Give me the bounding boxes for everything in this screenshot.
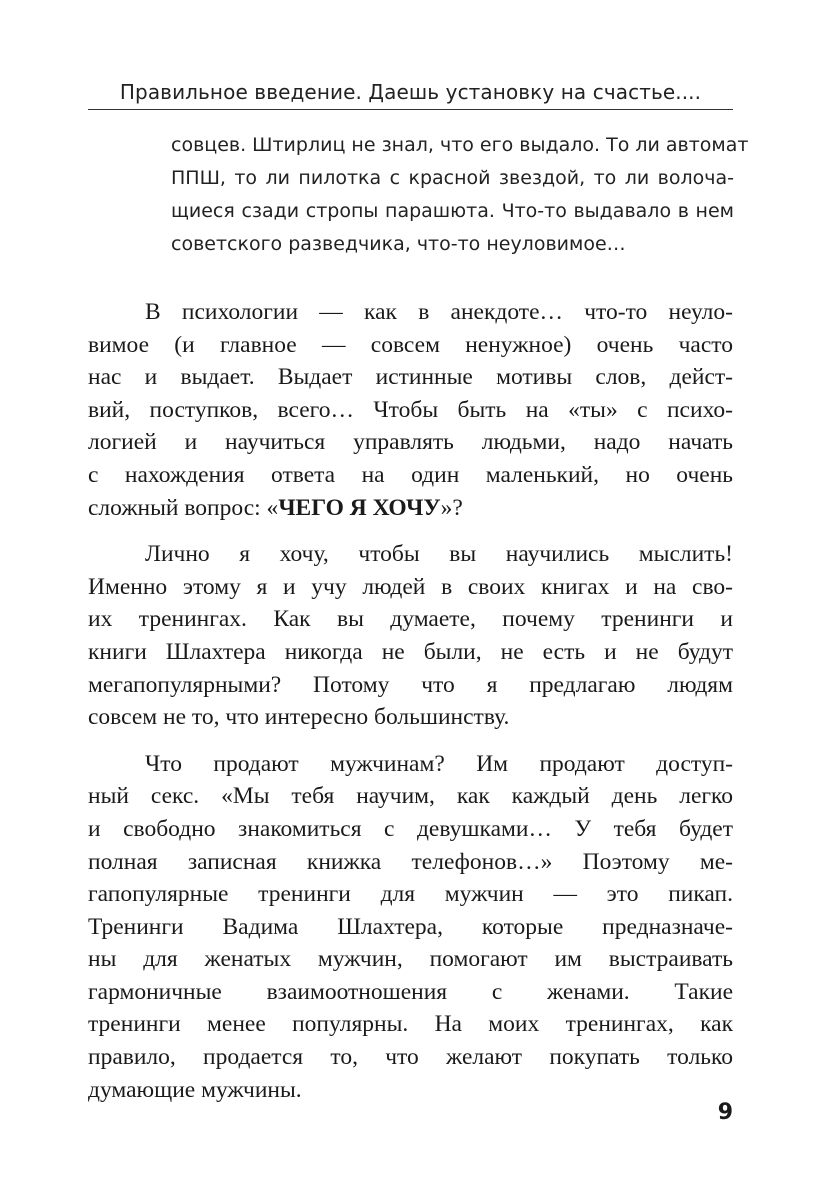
text-fragment: сложный вопрос: « — [88, 494, 279, 521]
text-line: ный секс. «Мы тебя научим, как каждый день легко — [88, 783, 733, 810]
text-line: полная записная книжка телефонов…» Поэтому ме- — [88, 848, 733, 875]
text-line: тренинги менее популярны. На моих тренингах, как — [88, 1011, 733, 1038]
text-line: правило, продается то, что желают покупать только — [88, 1044, 733, 1071]
header-rule — [88, 109, 733, 110]
epigraph-line: советского разведчика, что-то неуловимое… — [171, 233, 626, 255]
text-line: Именно этому я и учу людей в своих книгах и на сво- — [88, 573, 733, 600]
paragraph-3 — [88, 748, 733, 1107]
page-number: 9 — [717, 1100, 733, 1125]
running-header: Правильное введение. Даешь установку на счастье.... — [119, 80, 702, 104]
text-line: В психологии — как в анекдоте… что-то неуло- — [145, 299, 733, 325]
epigraph-line: щиеся сзади стропы парашюта. Что-то выдавало в нем — [171, 200, 734, 222]
text-line: гармоничные взаимоотношения с женами. Такие — [88, 978, 733, 1005]
text-line: Тренинги Вадима Шлахтера, которые предназначе- — [88, 913, 733, 940]
paragraph-1 — [88, 296, 733, 524]
text-line: Лично я хочу, чтобы вы научились мыслить! — [145, 541, 733, 568]
text-line: их тренингах. Как вы думаете, почему тренинги и — [88, 606, 733, 633]
epigraph-block — [171, 129, 749, 261]
text-line: думающие мужчины. — [88, 1076, 302, 1103]
text-line: мегапопулярными? Потому что я предлагаю людям — [88, 671, 733, 698]
text-line: и свободно знакомиться с девушками… У тебя будет — [88, 815, 733, 842]
body-text — [88, 296, 733, 1120]
text-line: книги Шлахтера никогда не были, не есть и не будут — [88, 638, 733, 665]
epigraph-line: совцев. Штирлиц не знал, что его выдало. То ли автомат — [171, 134, 749, 156]
text-line: ны для женатых мужчин, помогают им выстраивать — [88, 946, 733, 973]
text-line: совсем не то, что интересно большинству. — [88, 704, 510, 731]
text-fragment: »? — [440, 494, 463, 521]
text-line: вий, поступков, всего… Чтобы быть на «ты» с психо- — [88, 396, 733, 423]
text-line — [88, 492, 733, 525]
text-line: гапопулярные тренинги для мужчин — это пикап. — [88, 881, 733, 908]
text-line: логией и научиться управлять людьми, надо начать — [88, 429, 733, 456]
text-line: вимое (и главное — совсем ненужное) очень часто — [88, 331, 733, 358]
text-line: Что продают мужчинам? Им продают доступ- — [145, 750, 733, 777]
paragraph-2 — [88, 538, 733, 734]
epigraph-line: ППШ, то ли пилотка с красной звездой, то ли волоча- — [171, 167, 734, 189]
text-line: с нахождения ответа на один маленький, но очень — [88, 461, 733, 488]
emphasized-question: ЧЕГО Я ХОЧУ — [278, 494, 441, 521]
text-line: нас и выдает. Выдает истинные мотивы слов, дейст- — [88, 364, 733, 391]
